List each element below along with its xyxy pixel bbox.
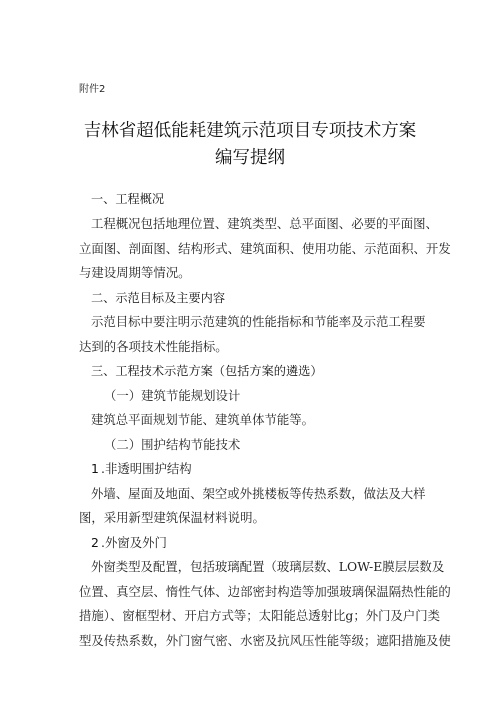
annex-label: 附件2 <box>79 84 106 95</box>
document-title-line1: 吉林省超低能耗建筑示范项目专项技术方案 <box>83 121 417 141</box>
paragraph-line: 措施）、窗框型材、开启方式等；太阳能总透射比g；外门及户门类 <box>79 608 441 623</box>
item-number: 2 <box>91 535 99 550</box>
subsection-heading-envelope: （二）围护结构节能技术 <box>104 437 241 452</box>
section-heading-goals: 二、示范目标及主要内容 <box>91 291 226 305</box>
item-number: 1 <box>91 461 99 476</box>
paragraph-line: 建筑总平面规划节能、建筑单体节能等。 <box>91 412 315 427</box>
paragraph-line: 型及传热系数，外门窗气密、水密及抗风压性能等级；遮阳措施及使 <box>79 633 451 648</box>
paragraph-line: 与建设周期等情况。 <box>79 265 191 280</box>
paragraph-line: 位置、真空层、惰性气体、边部密封构造等加强玻璃保温隔热性能的 <box>79 584 451 599</box>
section-heading-overview: 一、工程概况 <box>91 192 165 206</box>
paragraph-line: 外墙、屋面及地面、架空或外挑楼板等传热系数，做法及大样 <box>91 486 426 501</box>
section-heading-technical-plan: 三、工程技术示范方案（包括方案的遴选） <box>91 364 323 378</box>
paragraph-line: 工程概况包括地理位置、建筑类型、总平面图、必要的平面图、 <box>91 216 438 231</box>
paragraph-line: 示范目标中要注明示范建筑的性能指标和节能率及示范工程要 <box>91 314 426 329</box>
item-title-windows-doors: .外窗及外门 <box>101 535 167 550</box>
item-title-opaque-envelope: .非透明围护结构 <box>101 461 192 476</box>
paragraph-line: 外窗类型及配置，包括玻璃配置（玻璃层数、LOW-E膜层层数及 <box>91 559 445 574</box>
paragraph-line: 图，采用新型建筑保温材料说明。 <box>79 510 265 525</box>
document-title-line2: 编写提纲 <box>215 148 285 168</box>
paragraph-line: 立面图、剖面图、结构形式、建筑面积、使用功能、示范面积、开发 <box>79 241 451 256</box>
paragraph-line: 达到的各项技术性能指标。 <box>79 339 228 354</box>
subsection-heading-planning: （一）建筑节能规划设计 <box>104 388 241 403</box>
